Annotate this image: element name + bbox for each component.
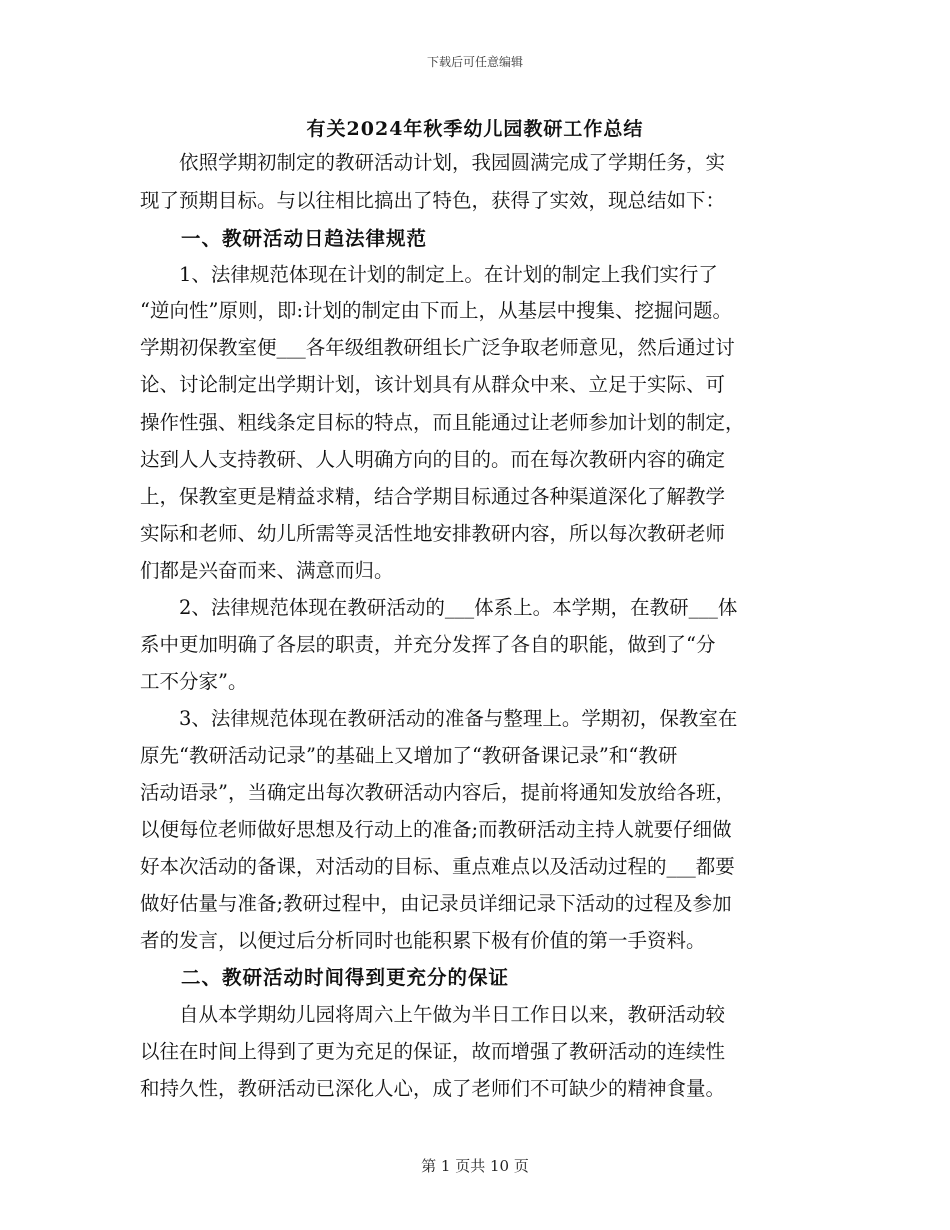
body-line: 系中更加明确了各层的职责，并充分发挥了各自的职能，做到了“分 xyxy=(140,633,716,656)
body-line: 好本次活动的备课，对活动的目标、重点难点以及活动过程的___都要 xyxy=(140,855,735,878)
body-line: 以往在时间上得到了更为充足的保证，故而增强了教研活动的连续性 xyxy=(140,1040,726,1063)
body-line: 学期初保教室便___各年级组教研组长广泛争取老师意见，然后通过讨 xyxy=(140,336,735,359)
document-title: 有关2024年秋季幼儿园教研工作总结 xyxy=(306,118,644,140)
body-line: 以便每位老师做好思想及行动上的准备;而教研活动主持人就要仔细做 xyxy=(140,818,732,841)
body-line: 依照学期初制定的教研活动计划，我园圆满完成了学期任务，实 xyxy=(140,151,726,174)
section-heading: 二、教研活动时间得到更充分的保证 xyxy=(140,966,510,989)
body-line: 操作性强、粗线条定目标的特点，而且能通过让老师参加计划的制定， xyxy=(140,411,745,434)
body-line: 现了预期目标。与以往相比搞出了特色，获得了实效，现总结如下： xyxy=(140,189,726,212)
body-line: 者的发言，以便过后分析同时也能积累下极有价值的第一手资料。 xyxy=(140,929,706,952)
body-line: 工不分家”。 xyxy=(140,670,248,693)
body-line: 3、法律规范体现在教研活动的准备与整理上。学期初，保教室在 xyxy=(140,707,738,730)
body-line: 实际和老师、幼儿所需等灵活性地安排教研内容，所以每次教研老师 xyxy=(140,522,726,545)
body-line: 上，保教室更是精益求精，结合学期目标通过各种渠道深化了解教学 xyxy=(140,485,726,508)
header-note: 下载后可任意编辑 xyxy=(426,55,523,69)
body-line: 们都是兴奋而来、满意而归。 xyxy=(140,559,394,582)
body-line: 活动语录”，当确定出每次教研活动内容后，提前将通知发放给各班， xyxy=(140,781,735,804)
section-heading: 一、教研活动日趋法律规范 xyxy=(140,227,428,250)
body-line: 做好估量与准备;教研过程中，由记录员详细记录下活动的过程及参加 xyxy=(140,892,732,915)
body-line: 2、法律规范体现在教研活动的___体系上。本学期，在教研___体 xyxy=(140,596,738,619)
body-line: 和持久性，教研活动已深化人心，成了老师们不可缺少的精神食量。 xyxy=(140,1077,726,1100)
body-line: 原先“教研活动记录”的基础上又增加了“教研备课记录”和“教研 xyxy=(140,744,678,767)
body-line: 1、法律规范体现在计划的制定上。在计划的制定上我们实行了 xyxy=(140,263,718,286)
body-line: 达到人人支持教研、人人明确方向的目的。而在每次教研内容的确定 xyxy=(140,448,726,471)
page-footer: 第 1 页共 10 页 xyxy=(421,1157,529,1175)
body-line: “逆向性”原则，即:计划的制定由下而上，从基层中搜集、挖掘问题。 xyxy=(140,299,733,322)
body-line: 自从本学期幼儿园将周六上午做为半日工作日以来，教研活动较 xyxy=(140,1003,726,1026)
body-line: 论、讨论制定出学期计划，该计划具有从群众中来、立足于实际、可 xyxy=(140,373,726,396)
